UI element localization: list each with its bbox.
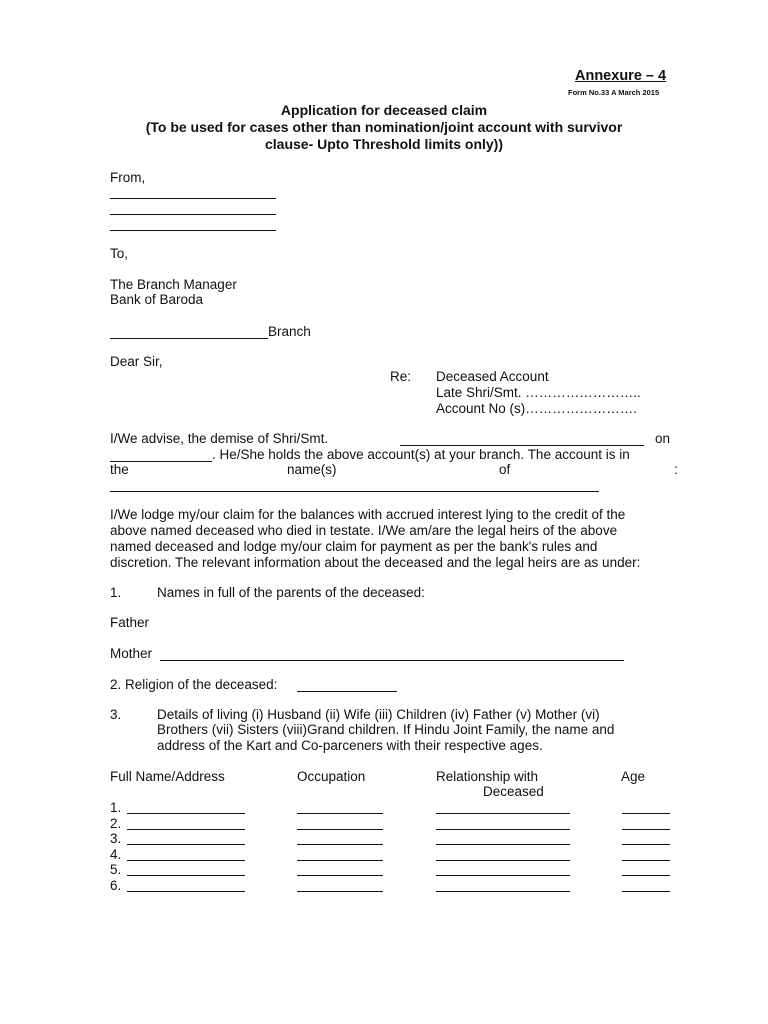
heir-age-line[interactable] — [622, 891, 670, 892]
item3-text-2: Brothers (vii) Sisters (viii)Grand children. If Hindu Joint Family, the name and — [157, 722, 615, 737]
form-number: Form No.33 A March 2015 — [568, 88, 660, 97]
advise-text-of: of — [499, 462, 511, 477]
heir-name-line[interactable] — [127, 829, 245, 830]
mother-name-line[interactable] — [160, 660, 624, 661]
table-row-number: 1. — [110, 800, 122, 815]
item1-number: 1. — [110, 585, 122, 600]
heir-name-line[interactable] — [127, 813, 245, 814]
from-address-line-2[interactable] — [110, 214, 276, 215]
father-label: Father — [110, 615, 150, 630]
heir-relationship-line[interactable] — [436, 813, 570, 814]
table-row-number: 3. — [110, 831, 122, 847]
heir-name-line[interactable] — [127, 844, 245, 845]
heir-relationship-line[interactable] — [436, 844, 570, 845]
re-label: Re: — [390, 369, 412, 384]
deceased-name-line[interactable] — [400, 445, 644, 446]
col-header-relationship: Relationship with — [436, 769, 539, 784]
item3-number: 3. — [110, 707, 122, 722]
addressee-bank: Bank of Baroda — [110, 292, 204, 307]
heir-relationship-line[interactable] — [436, 860, 570, 861]
advise-on-label: on — [655, 431, 671, 446]
item3-text-3: address of the Kart and Co-parceners with their respective ages. — [157, 738, 543, 753]
heir-occupation-line[interactable] — [297, 891, 383, 892]
re-late-name: Late Shri/Smt. …………………….. — [436, 385, 641, 400]
heir-occupation-line[interactable] — [297, 844, 383, 845]
from-address-line-3[interactable] — [110, 230, 276, 231]
col-header-relationship-2: Deceased — [483, 784, 544, 799]
to-label: To, — [110, 246, 129, 261]
table-row-number: 5. — [110, 862, 122, 878]
heir-name-line[interactable] — [127, 860, 245, 861]
advise-text-2: . He/She holds the above account(s) at your branch. The account is in — [212, 447, 630, 462]
heir-occupation-line[interactable] — [297, 860, 383, 861]
heir-name-line[interactable] — [127, 891, 245, 892]
heir-age-line[interactable] — [622, 860, 670, 861]
heir-age-line[interactable] — [622, 813, 670, 814]
item2-text: 2. Religion of the deceased: — [110, 677, 278, 692]
item1-text: Names in full of the parents of the deceased: — [157, 585, 425, 600]
account-holders-line[interactable] — [110, 491, 599, 492]
re-account-no: Account No (s)……………………. — [436, 401, 638, 416]
heir-occupation-line[interactable] — [297, 829, 383, 830]
heir-age-line[interactable] — [622, 844, 670, 845]
claim-text-2: above named deceased who died in testate. I/We am/are the legal heirs of the above — [110, 523, 618, 538]
advise-text-colon: : — [674, 462, 678, 477]
from-address-line-1[interactable] — [110, 198, 276, 199]
annexure-label: Annexure – 4 — [575, 68, 667, 84]
table-row-number: 2. — [110, 815, 122, 831]
mother-label: Mother — [110, 646, 153, 661]
advise-text-the: the — [110, 462, 129, 477]
heir-age-line[interactable] — [622, 875, 670, 876]
re-deceased-account: Deceased Account — [436, 369, 549, 384]
table-row-number: 4. — [110, 846, 122, 862]
advise-text-1: I/We advise, the demise of Shri/Smt. — [110, 431, 329, 446]
heir-age-line[interactable] — [622, 829, 670, 830]
advise-text-names: name(s) — [287, 462, 337, 477]
heir-occupation-line[interactable] — [297, 813, 383, 814]
religion-line[interactable] — [297, 691, 397, 692]
heir-occupation-line[interactable] — [297, 875, 383, 876]
col-header-age: Age — [621, 769, 646, 784]
claim-text-3: named deceased and lodge my/our claim for payment as per the bank's rules and — [110, 539, 598, 554]
from-label: From, — [110, 170, 146, 185]
col-header-occupation: Occupation — [297, 769, 366, 784]
claim-text-1: I/We lodge my/our claim for the balances with accrued interest lying to the credit of the — [110, 507, 626, 522]
heir-name-line[interactable] — [127, 875, 245, 876]
table-row-number: 6. — [110, 878, 122, 893]
form-subtitle-line1: (To be used for cases other than nomination/joint account with survivor — [145, 119, 623, 135]
heir-relationship-line[interactable] — [436, 891, 570, 892]
claim-text-4: discretion. The relevant information about the deceased and the legal heirs are as under: — [110, 555, 641, 570]
heir-relationship-line[interactable] — [436, 829, 570, 830]
branch-label: Branch — [268, 324, 311, 339]
branch-name-line[interactable] — [110, 338, 268, 339]
col-header-name: Full Name/Address — [110, 769, 225, 784]
addressee-title: The Branch Manager — [110, 277, 237, 292]
form-subtitle-line2: clause- Upto Threshold limits only)) — [264, 136, 504, 152]
item3-text-1: Details of living (i) Husband (ii) Wife (iii) Children (iv) Father (v) Mother (vi) — [157, 707, 600, 722]
heir-relationship-line[interactable] — [436, 875, 570, 876]
form-title: Application for deceased claim — [280, 102, 488, 118]
salutation: Dear Sir, — [110, 354, 163, 369]
